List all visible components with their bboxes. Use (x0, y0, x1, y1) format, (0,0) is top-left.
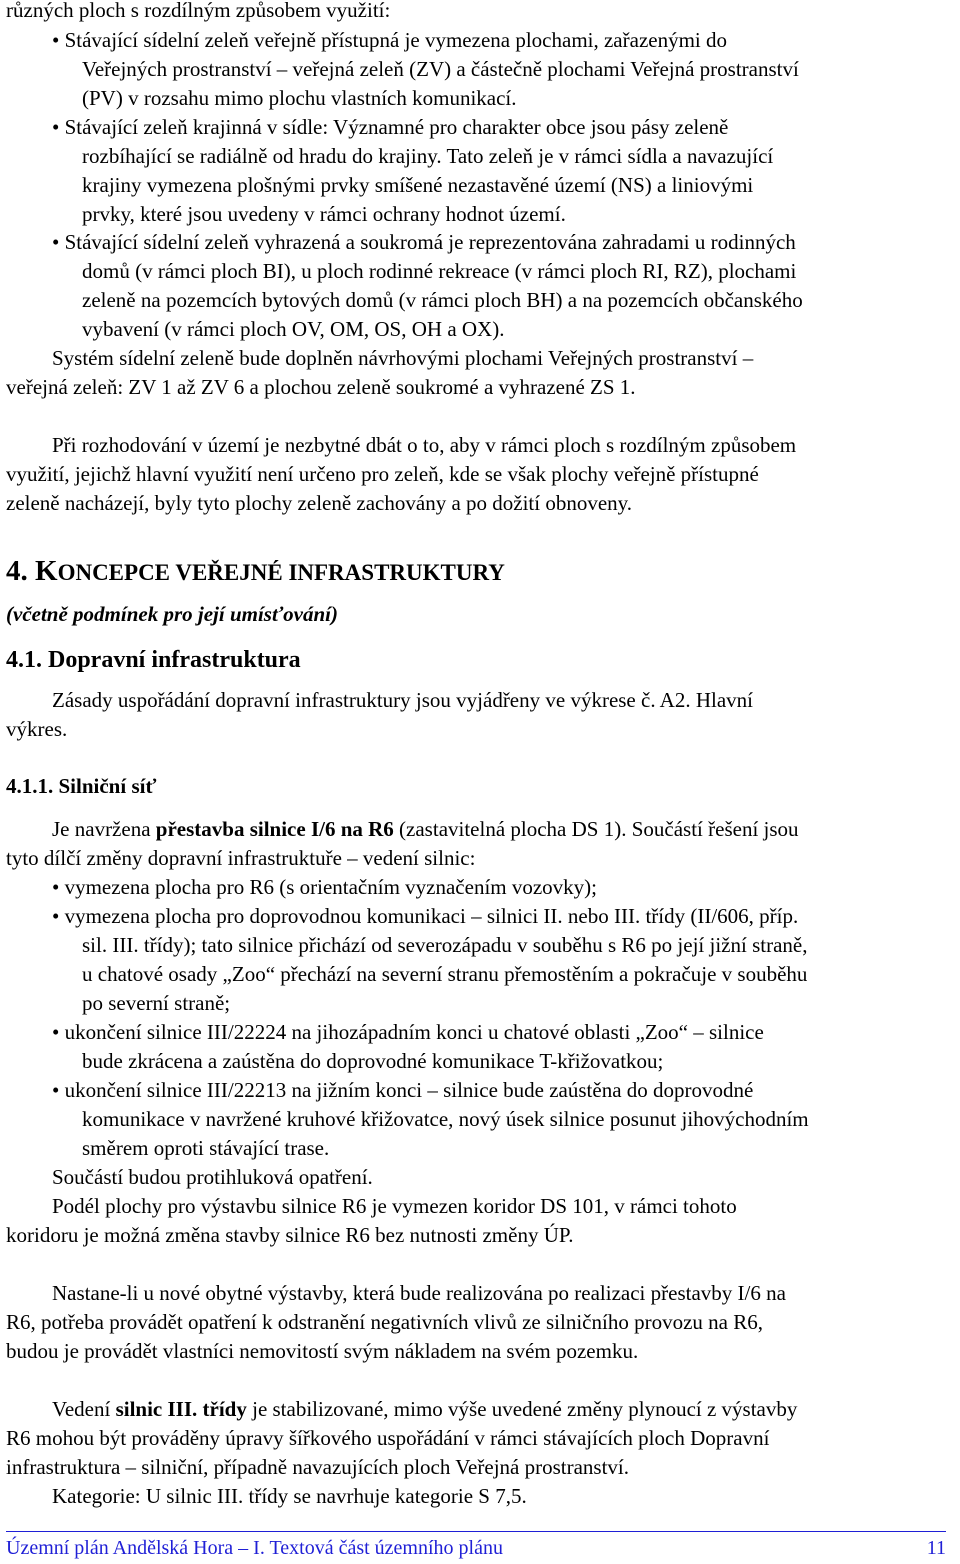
bullet-item: • Stávající zeleň krajinná v sídle: Významné pro charakter obce jsou pásy zeleně (52, 115, 729, 139)
section-subheading: (včetně podmínek pro její umísťování) (6, 602, 338, 626)
text-line: Zásady uspořádání dopravní infrastruktury jsou vyjádřeny ve výkrese č. A2. Hlavní (52, 688, 753, 712)
subsection-heading: 4.1. Dopravní infrastruktura (6, 647, 301, 673)
text-line: rozbíhající se radiálně od hradu do krajiny. Tato zeleň je v rámci sídla a navazující (82, 144, 774, 168)
text-line: Nastane-li u nové obytné výstavby, která bude realizována po realizaci přestavby I/6 na (52, 1281, 786, 1305)
heading-number: 4. (6, 555, 35, 587)
text-line: sil. III. třídy); tato silnice přichází od severozápadu v souběhu s R6 po její jižní straně, (82, 933, 808, 957)
bullet-item: • ukončení silnice III/22224 na jihozápadním konci u chatové oblasti „Zoo“ – silnice (52, 1020, 764, 1044)
text-run: Je navržena (52, 817, 156, 841)
text-line: zeleně nacházejí, byly tyto plochy zeleně zachovány a po dožití obnoveny. (6, 491, 633, 515)
text-line: různých ploch s rozdílným způsobem využití: (6, 0, 391, 22)
text-line: veřejná zeleň: ZV 1 až ZV 6 a plochou zeleně soukromé a vyhrazené ZS 1. (6, 375, 636, 399)
bullet-item: • vymezena plocha pro R6 (s orientačním vyznačením vozovky); (52, 875, 598, 899)
footer-divider (6, 1531, 946, 1532)
text-line: komunikace v navržené kruhové křižovatce, nový úsek silnice posunut jihovýchodním (82, 1107, 809, 1131)
text-line: Součástí budou protihluková opatření. (52, 1165, 373, 1189)
text-line: směrem oproti stávající trase. (82, 1136, 330, 1160)
text-line: krajiny vymezena plošnými prvky smíšené nezastavěné území (NS) a liniovými (82, 173, 754, 197)
text-run: je stabilizované, mimo výše uvedené změny plynoucí z výstavby (246, 1397, 798, 1421)
text-run: Vedení (52, 1397, 116, 1421)
text-run: (zastavitelná plocha DS 1). Součástí řešení jsou (393, 817, 799, 841)
text-line (52, 815, 799, 844)
text-line: zeleně na pozemcích bytových domů (v rámci ploch BH) a na pozemcích občanského (82, 288, 803, 312)
text-line: (PV) v rozsahu mimo plochu vlastních komunikací. (82, 86, 517, 110)
bullet-item: • Stávající sídelní zeleň vyhrazená a soukromá je reprezentována zahradami u rodinných (52, 230, 796, 254)
text-line: Veřejných prostranství – veřejná zeleň (ZV) a částečně plochami Veřejná prostranství (82, 57, 799, 81)
section-heading (6, 554, 505, 590)
text-line: koridoru je možná změna stavby silnice R6 bez nutnosti změny ÚP. (6, 1223, 574, 1247)
text-line: využití, jejichž hlavní využití není určeno pro zeleň, kde se však plochy veřejně přístupné (6, 462, 759, 486)
text-line: Kategorie: U silnic III. třídy se navrhuje kategorie S 7,5. (52, 1484, 527, 1508)
text-line: Při rozhodování v území je nezbytné dbát o to, aby v rámci ploch s rozdílným způsobem (52, 433, 797, 457)
heading-initial: K (35, 555, 58, 587)
text-line: bude zkrácena a zaústěna do doprovodné komunikace T-křižovatkou; (82, 1049, 664, 1073)
bullet-item: • ukončení silnice III/22213 na jižním konci – silnice bude zaústěna do doprovodné (52, 1078, 754, 1102)
text-line: vybavení (v rámci ploch OV, OM, OS, OH a OX). (82, 317, 505, 341)
text-line: infrastruktura – silniční, případně navazujících ploch Veřejná prostranství. (6, 1455, 630, 1479)
text-line: Systém sídelní zeleně bude doplněn návrhovými plochami Veřejných prostranství – (52, 346, 754, 370)
page-number: 11 (926, 1537, 946, 1559)
text-line: prvky, které jsou uvedeny v rámci ochrany hodnot území. (82, 202, 566, 226)
text-line: R6, potřeba provádět opatření k odstranění negativních vlivů ze silničního provozu na R6, (6, 1310, 763, 1334)
bold-text: silnic III. třídy (115, 1397, 247, 1421)
text-line: Podél plochy pro výstavbu silnice R6 je vymezen koridor DS 101, v rámci tohoto (52, 1194, 737, 1218)
footer-title: Územní plán Andělská Hora – I. Textová část územního plánu (6, 1537, 503, 1559)
bold-text: přestavba silnice I/6 na R6 (155, 817, 394, 841)
text-line: u chatové osady „Zoo“ přechází na severní stranu přemostěním a pokračuje v souběhu (82, 962, 808, 986)
subsubsection-heading: 4.1.1. Silniční síť (6, 774, 157, 798)
text-line (52, 1395, 797, 1424)
heading-small-caps: ONCEPCE VEŘEJNÉ INFRASTRUKTURY (57, 560, 505, 585)
text-line: domů (v rámci ploch BI), u ploch rodinné rekreace (v rámci ploch RI, RZ), plochami (82, 259, 797, 283)
text-line: budou je provádět vlastníci nemovitostí svým nákladem na svém pozemku. (6, 1339, 639, 1363)
text-line: R6 mohou být prováděny úpravy šířkového uspořádání v rámci stávajících ploch Dopravní (6, 1426, 770, 1450)
bullet-item: • vymezena plocha pro doprovodnou komunikaci – silnici II. nebo III. třídy (II/606, příp. (52, 904, 799, 928)
bullet-item: • Stávající sídelní zeleň veřejně přístupná je vymezena plochami, zařazenými do (52, 28, 728, 52)
text-line: výkres. (6, 717, 68, 741)
text-line: tyto dílčí změny dopravní infrastruktuře – vedení silnic: (6, 846, 476, 870)
text-line: po severní straně; (82, 991, 231, 1015)
